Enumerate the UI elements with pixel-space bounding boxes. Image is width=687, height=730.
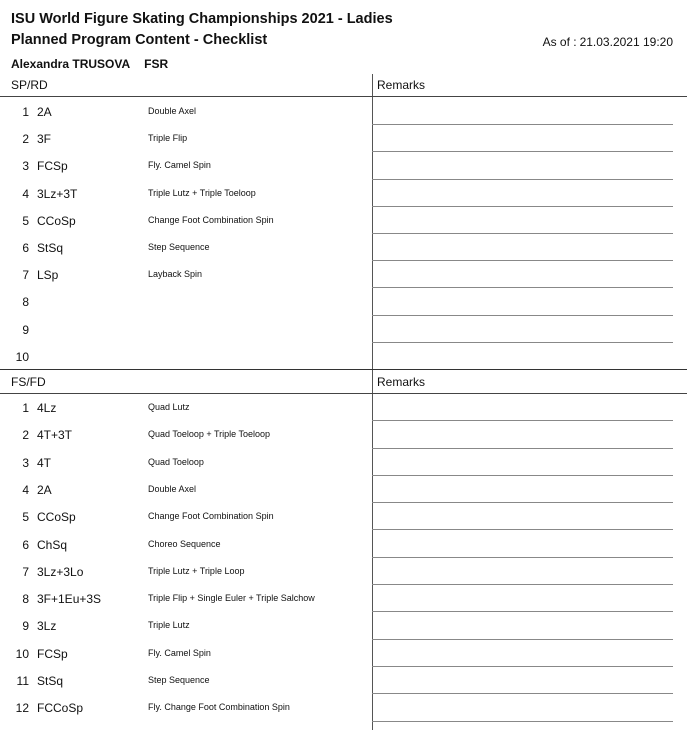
element-code: 4Lz — [37, 401, 57, 415]
element-number: 5 — [22, 510, 29, 525]
element-code: LSp — [37, 268, 59, 283]
element-row — [0, 207, 687, 234]
element-code: 3F+1Eu+3S — [37, 592, 102, 607]
element-number: 3 — [22, 455, 29, 470]
element-code: FCSp — [37, 159, 68, 174]
element-code: FCSp — [37, 646, 68, 661]
as-of-label: As of : — [542, 35, 577, 49]
element-description: Quad Lutz — [148, 402, 190, 412]
element-number: 1 — [22, 105, 29, 119]
element-code: ChSq — [37, 537, 68, 552]
element-row — [0, 640, 687, 667]
element-number: 6 — [22, 241, 29, 255]
element-number: 9 — [22, 619, 29, 634]
element-row — [0, 694, 687, 721]
element-row — [0, 421, 687, 448]
element-number: 2 — [22, 428, 29, 443]
element-description: Step Sequence — [148, 675, 210, 685]
element-number: 1 — [22, 401, 29, 415]
section-header-sp — [0, 74, 687, 97]
element-row — [0, 531, 687, 558]
element-number: 10 — [15, 646, 29, 661]
element-code: 4T — [37, 455, 52, 470]
element-row — [0, 316, 687, 343]
element-number: 5 — [22, 213, 29, 228]
remarks-cell — [372, 721, 673, 722]
remarks-header: Remarks — [377, 375, 426, 389]
element-description: Change Foot Combination Spin — [148, 511, 274, 522]
element-number: 2 — [22, 132, 29, 147]
element-description: Fly. Camel Spin — [148, 647, 211, 658]
element-description: Triple Lutz — [148, 620, 190, 631]
element-description: Fly. Change Foot Combination Spin — [148, 702, 290, 713]
element-row — [0, 558, 687, 585]
element-row — [0, 612, 687, 639]
section-divider — [0, 369, 687, 370]
skater-line — [11, 57, 168, 71]
element-row — [0, 261, 687, 288]
segment-code: FSR — [144, 57, 169, 71]
element-description: Fly. Camel Spin — [148, 160, 211, 171]
element-code: FCCoSp — [37, 701, 84, 716]
element-row — [0, 343, 687, 370]
element-description: Layback Spin — [148, 269, 203, 280]
as-of-value: 21.03.2021 19:20 — [579, 35, 673, 49]
element-code: 2A — [37, 105, 52, 119]
document-title: ISU World Figure Skating Championships 2021 - Ladies — [11, 11, 393, 27]
element-number: 7 — [22, 268, 29, 283]
element-description: Triple Lutz + Triple Toeloop — [148, 187, 256, 198]
element-row — [0, 180, 687, 207]
element-description: Double Axel — [148, 106, 197, 116]
element-number: 4 — [22, 482, 29, 497]
element-description: Choreo Sequence — [148, 538, 221, 549]
element-code: 2A — [37, 482, 52, 497]
element-row — [0, 98, 687, 125]
element-description: Step Sequence — [148, 242, 210, 252]
element-number: 10 — [15, 349, 29, 364]
element-code: 4T+3T — [37, 428, 73, 443]
remarks-header: Remarks — [377, 78, 426, 92]
element-code: CCoSp — [37, 510, 76, 525]
element-code: 3F — [37, 132, 52, 147]
element-row — [0, 125, 687, 152]
element-row — [0, 476, 687, 503]
as-of-timestamp — [543, 35, 673, 49]
element-row — [0, 585, 687, 612]
element-row — [0, 234, 687, 261]
document-subtitle: Planned Program Content - Checklist — [11, 32, 268, 48]
element-code: 3Lz+3Lo — [37, 564, 84, 579]
element-code: StSq — [37, 241, 64, 255]
element-row — [0, 503, 687, 530]
element-description: Double Axel — [148, 483, 197, 494]
element-number: 8 — [22, 592, 29, 607]
element-row — [0, 152, 687, 179]
element-number: 9 — [22, 322, 29, 337]
element-row — [0, 394, 687, 421]
element-code: CCoSp — [37, 213, 76, 228]
element-number: 12 — [15, 701, 29, 716]
element-number: 3 — [22, 159, 29, 174]
skater-name: Alexandra TRUSOVA — [11, 57, 131, 71]
element-number: 7 — [22, 564, 29, 579]
element-number: 11 — [16, 674, 29, 688]
element-description: Triple Flip + Single Euler + Triple Salchow — [148, 593, 315, 604]
element-number: 6 — [22, 537, 29, 552]
section-code: SP/RD — [11, 78, 48, 92]
element-row — [0, 449, 687, 476]
section-code: FS/FD — [11, 375, 46, 389]
element-description: Triple Flip — [148, 133, 188, 144]
element-description: Quad Toeloop — [148, 456, 204, 467]
element-code: 3Lz+3T — [37, 186, 78, 201]
element-row — [0, 667, 687, 694]
element-code: 3Lz — [37, 619, 57, 634]
element-description: Change Foot Combination Spin — [148, 214, 274, 225]
element-row — [0, 288, 687, 315]
element-description: Quad Toeloop + Triple Toeloop — [148, 429, 271, 440]
section-header-fs — [0, 371, 687, 394]
element-number: 4 — [22, 186, 29, 201]
element-code: StSq — [37, 674, 64, 688]
element-number: 8 — [22, 295, 29, 310]
element-description: Triple Lutz + Triple Loop — [148, 565, 245, 576]
